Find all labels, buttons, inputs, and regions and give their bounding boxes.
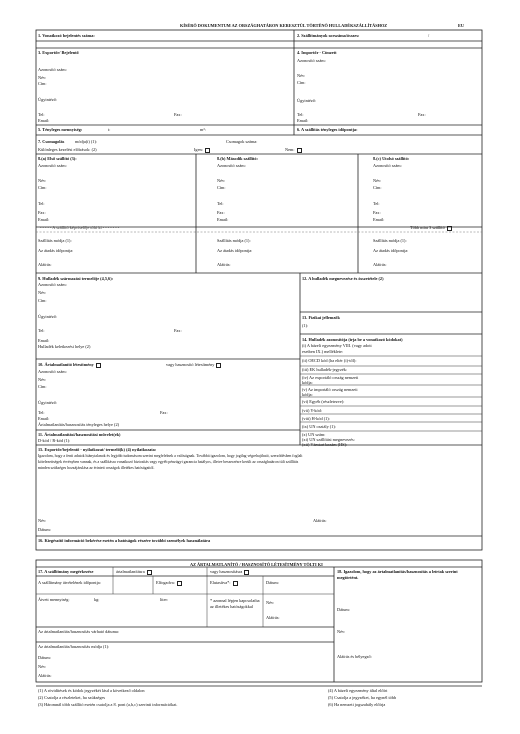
footnote-6: (6) Ha nemzeti jogszabály előírja	[328, 702, 386, 707]
box17-quantity: Átvett mennyiség:	[38, 597, 70, 602]
box11-code: D-kód / R-kód (1):	[38, 438, 71, 443]
more-carriers-checkbox[interactable]	[447, 226, 452, 231]
box16-label: 16. Kiegészítő információ bekérése esetén a hatóságok részére további személyek használatára	[38, 538, 211, 543]
box1-label: 1. Vonatkozó bejelentés száma:	[38, 33, 95, 38]
box2-slash: /	[428, 33, 430, 38]
box8c-name: Név:	[373, 178, 382, 183]
box13-code: (1):	[302, 323, 309, 328]
box17-disposal-label: ártalmatlanításra	[116, 569, 145, 574]
box8b-reg-no: Azonosító szám:	[217, 163, 246, 168]
box8c-signature: Aláírás:	[373, 262, 387, 267]
box14-item-12: (x) UN szám:	[302, 432, 326, 437]
box8a-tel: Tel:	[38, 201, 45, 206]
box10-contact: Ügyintéző:	[38, 400, 58, 405]
box17-rejected-label: Elutasítva*:	[210, 580, 231, 585]
box8c-label: 8.(c) Utolsó szállító:	[373, 156, 410, 161]
box9-name: Név:	[38, 290, 47, 295]
box18-signature: Aláírás:	[38, 673, 52, 678]
box17-disposal-checkbox[interactable]	[147, 570, 152, 575]
box14-item-3: (iii) EK hulladék-jegyzék:	[302, 367, 348, 372]
box17-date: Dátum:	[266, 580, 279, 585]
box7-package-count: Csomagok száma:	[226, 139, 258, 144]
box8c-email: Email:	[373, 217, 385, 222]
box9-label: 9. Hulladék származási termelője (4,5,6):	[38, 276, 114, 281]
box2-label: 2. Szállítmányok sorszáma/összes:	[297, 33, 360, 38]
box8c-fax: Fax:	[373, 210, 381, 215]
box7-yes-label: Igen:	[194, 147, 203, 152]
box18-name: Név:	[38, 664, 47, 669]
box7-label: 7. Csomagolás	[38, 139, 65, 144]
box17-rejected-checkbox[interactable]	[233, 581, 238, 586]
box8c-transport: Szállítás módja (1):	[373, 238, 407, 243]
footnote-1: (1) A rövidítések és kódok jegyzékét lásd a következő oldalon	[38, 688, 145, 693]
box18-cert-stamp: Aláírás és bélyegző:	[337, 654, 372, 659]
box14-item-13: (xi) UN szállítási megnevezés:	[302, 437, 355, 442]
box4-email: Email:	[297, 118, 309, 123]
box8b-signature: Aláírás:	[217, 262, 231, 267]
box17-recovery-label: vagy hasznosításra	[210, 569, 243, 574]
box7-special-handling: Különleges kezelési előírások: (2)	[38, 147, 97, 152]
box7-no-label: Nem:	[285, 147, 295, 152]
box14-item-14: (xii) Vámtarifaszám (HS):	[302, 442, 348, 447]
carrier-representative-note: - - - - - A szállító képviselője tölti ki - - - - - - -	[40, 225, 120, 230]
box8c-tel: Tel:	[373, 201, 380, 206]
box17-accepted-checkbox[interactable]	[177, 581, 182, 586]
box14-item-4: (iv) Az exportáló ország nemzeti	[302, 375, 359, 380]
box4-name: Név:	[297, 73, 306, 78]
box14-item-11: (ix) UN osztály (1):	[302, 424, 337, 429]
box9-address: Cím:	[38, 298, 47, 303]
box17-rejection-note: * azonnal lépjen kapcsolatba az illetékes hatóságokkal	[210, 598, 260, 609]
box9-tel: Tel:	[38, 328, 45, 333]
box10-email: Email:	[38, 416, 50, 421]
box10-name: Név:	[38, 377, 47, 382]
box8b-tel: Tel:	[217, 201, 224, 206]
box15-text-1: kötelezettségek érvényben vannak, és a szállításra vonatkozó biztosítás vagy egyéb pénzügyi garancia hatályos, illetve beszerzésre került az országhatáron túli szállítás	[38, 460, 299, 464]
box15-date: Dátum:	[38, 527, 51, 532]
box8b-name: Név:	[217, 178, 226, 183]
eu-label: EU	[458, 23, 464, 28]
facility-section-header: AZ ÁRTALMATLANÍTÓ / HASZNOSÍTÓ LÉTESÍTMÉNY TÖLTI KI	[190, 562, 323, 567]
box3-fax: Fax:	[174, 112, 182, 117]
box10-disposal-checkbox[interactable]	[96, 363, 101, 368]
box9-fax: Fax:	[174, 328, 182, 333]
box10-reg-no: Azonosító szám:	[38, 369, 67, 374]
box17-liter: liter:	[160, 597, 169, 602]
box3-reg-no: Azonosító szám:	[38, 67, 67, 72]
box15-label: 15. Exportőr/bejelentő - nyilatkozat/ termelő(k) (4) nyilatkozata:	[38, 447, 157, 452]
box11-label: 11. Ártalmatlanítási/hasznosítási művelet(ek)	[38, 432, 121, 437]
box3-address: Cím:	[38, 81, 47, 86]
box9-email: Email:	[38, 338, 50, 343]
box3-label: 3. Exportőr/ Bejelentő	[38, 50, 79, 55]
box8a-transport: Szállítás módja (1):	[38, 238, 72, 243]
box8a-transfer-date: Az átadás időpontja:	[38, 248, 74, 253]
box8b-address: Cím:	[217, 185, 226, 190]
box14-item-5: kódja:	[302, 380, 313, 385]
box17-name: Név:	[266, 600, 275, 605]
box14-item-1: esetben IX.) melléklete:	[302, 349, 344, 354]
box4-fax: Fax:	[418, 112, 426, 117]
box18-cert-name: Név:	[337, 629, 346, 634]
box4-address: Cím:	[297, 80, 306, 85]
box8b-transfer-date: Az átadás időpontja:	[217, 248, 253, 253]
box4-contact: Ügyintéző:	[297, 98, 317, 103]
box3-email: Email:	[38, 118, 50, 123]
box3-contact: Ügyintéző:	[38, 97, 58, 102]
box15-text-0: Igazolom, hogy a fenti adatok hiánytalanok és legjobb tudomásom szerint megfelelnek a valóságnak. Továbbá igazolom, hogy jogilag végrehajtható, szerződésben foglalt	[38, 454, 303, 458]
box14-item-10: (viii) H-kód (1):	[302, 416, 330, 421]
box10-label: 10. Ártalmatlanító létesítmény	[38, 362, 94, 367]
box17-kg: kg:	[94, 597, 100, 602]
box8c-reg-no: Azonosító szám:	[373, 163, 402, 168]
box5-m3: m³:	[200, 127, 206, 132]
box14-item-0: (i) A bázeli egyezmény VIII. (vagy adott	[302, 343, 372, 348]
box8a-fax: Fax:	[38, 210, 46, 215]
box15-name: Név:	[38, 518, 47, 523]
box7-no-checkbox[interactable]	[297, 148, 302, 153]
box17-label: 17. A szállítmány megérkezése	[38, 569, 94, 574]
box10-address: Cím:	[38, 384, 47, 389]
box14-item-9: (vii) Y-kód:	[302, 408, 323, 413]
box17-recovery-checkbox[interactable]	[244, 570, 249, 575]
box13-label: 13. Fizikai jellemzők	[302, 315, 340, 320]
box18-date: Dátum:	[38, 655, 51, 660]
box10-site: Ártalmatlanítás/hasznosítás tényleges helye (2)	[38, 422, 120, 427]
box9-site: Hulladék keletkezési helye (2)	[38, 344, 91, 349]
box10-tel: Tel:	[38, 410, 45, 415]
box9-contact: Ügyintéző:	[38, 314, 58, 319]
box4-label: 4. Importőr - Címzett	[297, 50, 337, 55]
footnote-5: (5) Csatolja a jegyzéket, ha egynél több	[328, 695, 397, 700]
box7-type: módja(i) (1):	[75, 139, 98, 144]
box8a-name: Név:	[38, 178, 47, 183]
box8a-email: Email:	[38, 217, 50, 222]
box8b-email: Email:	[217, 217, 229, 222]
box10-recovery-checkbox[interactable]	[216, 363, 221, 368]
box7-yes-checkbox[interactable]	[205, 148, 210, 153]
box18-cert-date: Dátum:	[337, 607, 350, 612]
box17-received-date: A szállítmány átvételének időpontja:	[38, 580, 101, 585]
box3-name: Név:	[38, 75, 47, 80]
box8b-fax: Fax:	[217, 210, 225, 215]
box8b-label: 8.(b) Második szállító:	[217, 156, 258, 161]
box12-label: 12. A hulladék megnevezése és összetétele (2)	[302, 276, 384, 281]
box3-tel: Tel:	[38, 112, 45, 117]
box8c-address: Cím:	[373, 185, 382, 190]
box15-signature: Aláírás:	[313, 518, 327, 523]
box8b-transport: Szállítás módja (1):	[217, 238, 251, 243]
box8a-label: 8.(a) Első szállító (3):	[38, 156, 77, 161]
more-carriers-label: Több mint 3 szállító	[410, 225, 445, 230]
box9-reg-no: Azonosító szám:	[38, 282, 67, 287]
box5-label: 5. Tényleges mennyiség:	[38, 127, 83, 132]
box8a-reg-no: Azonosító szám:	[38, 163, 67, 168]
box14-item-2: (ii) OECD kód (ha eltér (i)-től):	[302, 358, 357, 363]
box5-tonnes: t:	[108, 127, 111, 132]
box14-label: 14. Hulladék azonosítója (írja be a vonatkozó kódokat)	[302, 337, 403, 342]
box17-accepted-label: Elfogadva:	[156, 580, 175, 585]
box18-expected-date: Az ártalmatlanítás/hasznosítás várható dátuma:	[38, 629, 120, 634]
footnote-4: (4) A bázeli egyezmény által előírt	[328, 688, 388, 693]
footnote-2: (2) Csatolja a részleteket, ha szükséges	[38, 695, 106, 700]
box8a-address: Cím:	[38, 185, 47, 190]
box10-fax: Fax:	[160, 410, 168, 415]
footnote-3: (3) Háromnál több szállító esetén csatolja a 8. pont (a,b,c) szerinti információkat.	[38, 702, 178, 707]
box18-method: Az ártalmatlanítás/hasznosítás módja (1):	[38, 644, 110, 649]
box17-signature: Aláírás:	[266, 615, 280, 620]
box14-item-7: kódja:	[302, 392, 313, 397]
box6-label: 6. A szállítás tényleges időpontja:	[297, 127, 358, 132]
box18-certification: 18. Igazolom, hogy az ártalmatlanítás/hasznosítás a leírtak szerint megtörtént.	[337, 569, 458, 580]
box4-tel: Tel:	[297, 112, 304, 117]
box8a-signature: Aláírás:	[38, 262, 52, 267]
box4-reg-no: Azonosító szám:	[297, 58, 326, 63]
box10-or-recovery-label: vagy hasznosító létesítmény	[166, 362, 215, 367]
box14-item-6: (v) Az importáló ország nemzeti	[302, 387, 358, 392]
box15-text-2: minden szükséges hozzájárulása az érintett országok illetékes hatóságaitól.	[38, 466, 155, 470]
box14-item-8: (vi) Egyéb (részletezve):	[302, 399, 345, 404]
box8c-transfer-date: Az átadás időpontja:	[373, 248, 409, 253]
document-title: KÍSÉRŐ DOKUMENTUM AZ ORSZÁGHATÁRON KERESZTÜL TÖRTÉNŐ HULLADÉKSZÁLLÍTÁSHOZ	[180, 23, 388, 28]
